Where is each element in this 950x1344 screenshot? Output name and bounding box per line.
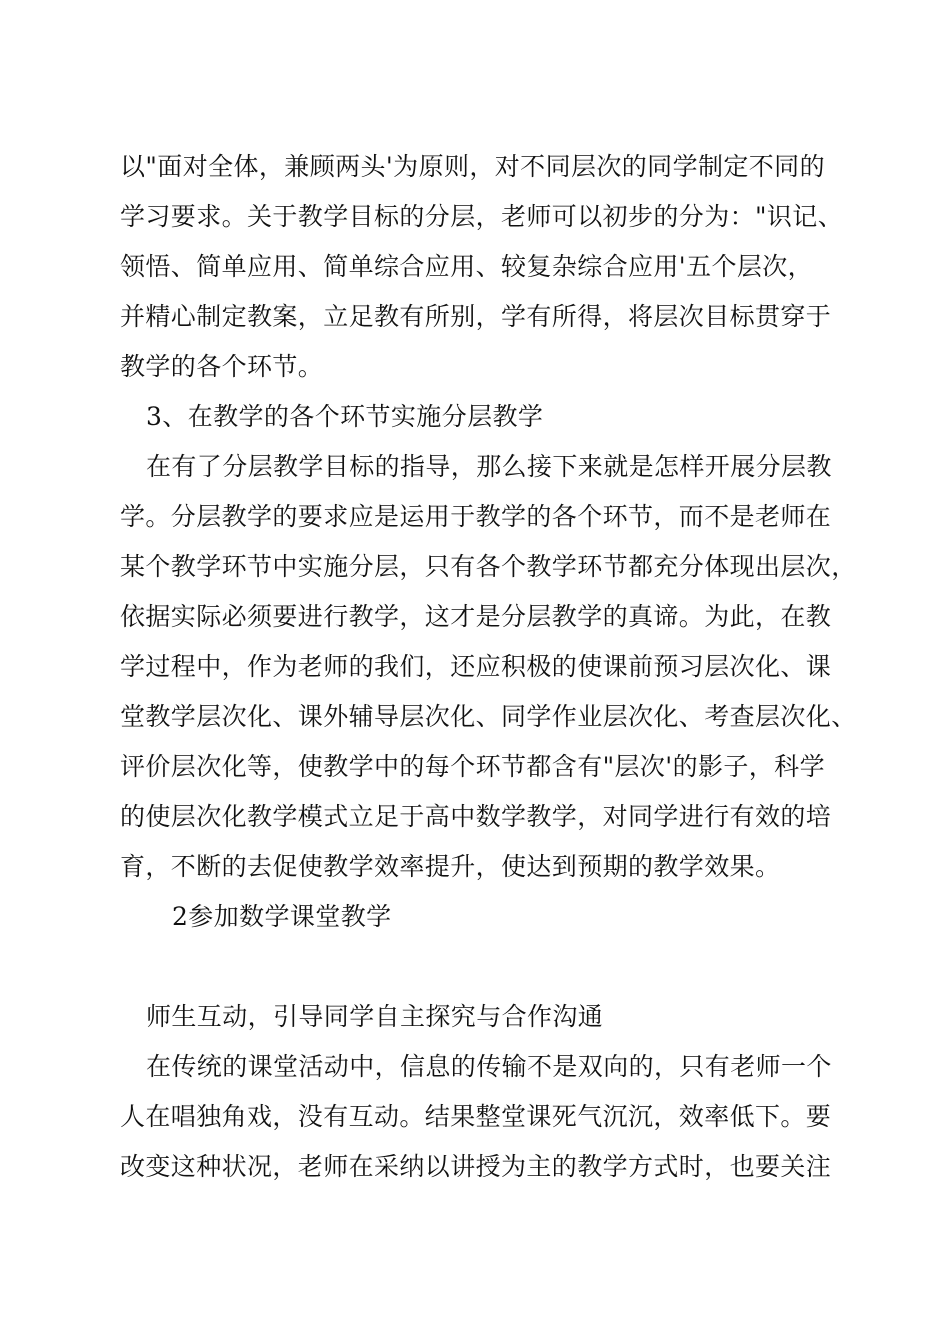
text-line: 在有了分层教学目标的指导，那么接下来就是怎样开展分层教 [146,452,832,481]
section-heading: 3、在教学的各个环节实施分层教学 [146,402,544,431]
text-line: 改变这种状况，老师在采纳以讲授为主的教学方式时，也要关注 [120,1152,832,1181]
text-line: 依据实际必须要进行教学，这才是分层教学的真谛。为此，在教 [120,602,832,631]
text-line: 并精心制定教案，立足教有所别，学有所得，将层次目标贯穿于 [120,302,832,331]
text-line: 在传统的课堂活动中，信息的传输不是双向的，只有老师一个 [146,1052,832,1081]
text-line: 育，不断的去促使教学效率提升，使达到预期的教学效果。 [120,852,781,881]
text-line: 学。分层教学的要求应是运用于教学的各个环节，而不是老师在 [120,502,832,531]
section-heading: 2参加数学课堂教学 [172,902,392,931]
text-line: 人在唱独角戏，没有互动。结果整堂课死气沉沉，效率低下。要 [120,1102,832,1131]
text-line: 学习要求。关于教学目标的分层，老师可以初步的分为："识记、 [120,202,844,231]
text-line: 领悟、简单应用、简单综合应用、较复杂综合应用'五个层次， [120,252,814,281]
text-line: 的使层次化教学模式立足于高中数学教学，对同学进行有效的培 [120,802,832,831]
section-heading: 师生互动，引导同学自主探究与合作沟通 [146,1002,604,1031]
text-line: 堂教学层次化、课外辅导层次化、同学作业层次化、考查层次化、 [120,702,857,731]
text-line: 学过程中，作为老师的我们，还应积极的使课前预习层次化、课 [120,652,832,681]
text-line: 以"面对全体，兼顾两头'为原则，对不同层次的同学制定不同的 [120,152,825,181]
text-line: 教学的各个环节。 [120,352,324,381]
text-line: 评价层次化等，使教学中的每个环节都含有"层次'的影子，科学 [120,752,825,781]
text-line: 某个教学环节中实施分层，只有各个教学环节都充分体现出层次， [120,552,857,581]
